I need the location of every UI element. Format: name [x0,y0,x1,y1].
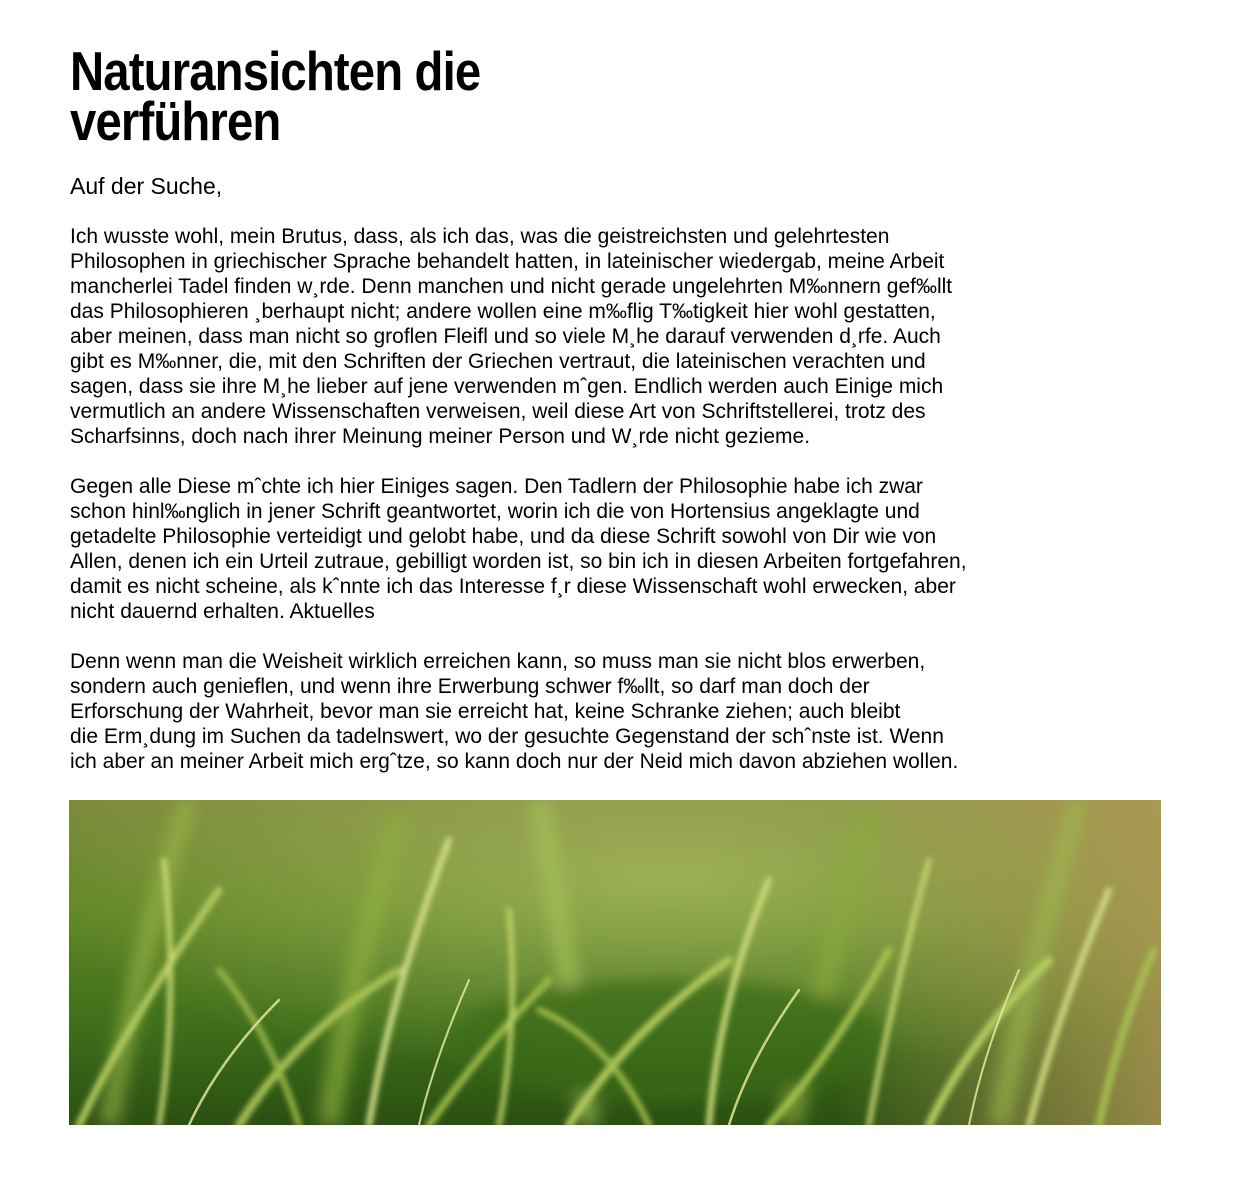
grass-photo [69,800,1161,1125]
body-paragraph: Ich wusste wohl, mein Brutus, dass, als ich das, was die geistreichsten und gelehrtesten Philosophen in griechischer Sprache behandelt hatten, in lateinischer wiedergab, meine Arbeit mancherlei Tadel finden w¸rde. Denn manchen und nicht gerade ungelehrten M‰nnern gef‰llt das Philosophieren ¸berhaupt nicht; andere wollen eine m‰flig T‰tigkeit hier wohl gestatten, aber meinen, dass man nicht so groflen Fleifl und so viele M¸he darauf verwenden d¸rfe. Auch gibt es M‰nner, die, mit den Schriften der Griechen vertraut, die lateinischen verachten und sagen, dass sie ihre M¸he lieber auf jene verwenden mˆgen. Endlich werden auch Einige mich vermutlich an andere Wissenschaften verweisen, weil diese Art von Schriftstellerei, trotz des Scharfsinns, doch nach ihrer Meinung meiner Person und W¸rde nicht gezieme. [70,225,953,448]
body-paragraph: Denn wenn man die Weisheit wirklich erreichen kann, so muss man sie nicht blos erwerben, sondern auch genieflen, und wenn ihre Erwerbung schwer f‰llt, so darf man doch der Erforschung der Wahrheit, bevor man sie erreicht hat, keine Schranke ziehen; auch bleibt die Erm¸dung im Suchen da tadelnswert, wo der gesuchte Gegenstand der schˆnste ist. Wenn ich aber an meiner Arbeit mich ergˆtze, so kann doch nur der Neid mich davon abziehen wollen. [70,650,959,773]
subtitle: Auf der Suche, [70,173,223,199]
page-title: Naturansichten die verführen [70,40,481,152]
grass-image [69,800,1161,1125]
article [70,40,1162,774]
body-paragraph: Gegen alle Diese mˆchte ich hier Einiges sagen. Den Tadlern der Philosophie habe ich zwar schon hinl‰nglich in jener Schrift geantwortet, worin ich die von Hortensius angeklagte und getadelte Philosophie verteidigt und gelobt habe, und da diese Schrift sowohl von Dir wie von Allen, denen ich ein Urteil zutraue, gebilligt worden ist, so bin ich in diesen Arbeiten fortgefahren, damit es nicht scheine, als kˆnnte ich das Interesse f¸r diese Wissenschaft wohl erwecken, aber nicht dauernd erhalten. Aktuelles [70,475,967,623]
